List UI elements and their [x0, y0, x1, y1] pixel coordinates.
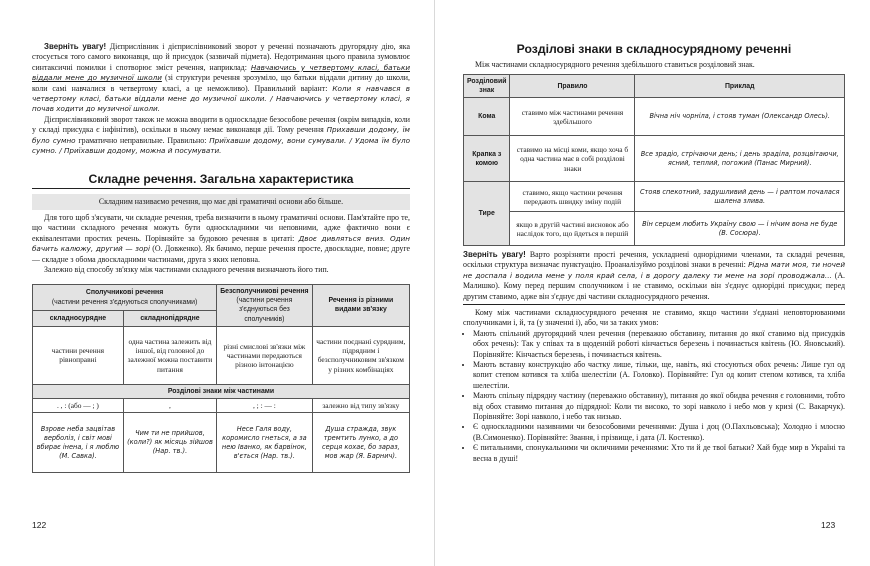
- right-subtitle-wrap: [463, 60, 845, 70]
- quote: Двоє дивляться вниз. Один бачить калюжу, другий — зорі: [32, 233, 410, 254]
- para-2: Залежно від способу зв'язку між частинами складного речення визначають його тип.: [44, 265, 329, 275]
- punctuation-table: [463, 74, 845, 246]
- th-compound: складносурядне: [33, 311, 124, 327]
- page-number-right: 123: [821, 520, 836, 530]
- section-rule: [32, 188, 410, 189]
- attention-label-right: Зверніть увагу!: [463, 250, 526, 259]
- sign-semicolon: Крапка з комою: [464, 136, 510, 182]
- right-page: [435, 0, 870, 566]
- attention-block-left: [32, 42, 410, 156]
- td-complex-desc: одна частина залежить від іншої, від головної до залежної можна поставити питання: [123, 326, 216, 384]
- rule-semicolon: ставимо на місці коми, якщо хоча б одна частина має в собі розділові знаки: [510, 136, 635, 182]
- example-comma: Вічна ніч чорніла, і стояв туман (Олександр Олесь).: [635, 98, 845, 136]
- para-1: Для того щоб з'ясувати, чи складне речення, треба визначити в ньому граматичні основи. Пам'ятайте про те, що частини складного речення можуть бути односкладними чи неповними, адже фактично вони є еквівалентами простих речень. Порівняйте за будовою речення в цитаті: Двоє дивляться вниз. Один бачить калюжу, другий — зорі (О. Довженко). Як бачимо, перше речення просте, двоскладне, повне; друге — складне з обома двоскладними частинами, друга з яких неповна.: [32, 213, 410, 264]
- attention-label: Зверніть увагу!: [44, 42, 107, 51]
- attention-example-right: Рідна мати моя, ти ночей не доспала і водила мене у поля край села, і в дорогу далеку ти мене на зорі проводжала...: [463, 260, 845, 280]
- attention-paragraph: Зверніть увагу! Дієприслівник і дієприслівниковий зворот у реченні позначають другорядну дію, яка стосується того самого виконавця, що й присудок (зазвичай підмета). Недотримання цього правила зумовлює синтаксичні помилки і спотворює зміст речення, наприклад: Навчаючись у четвертому класі, батьки віддали мене до музичної школи (зі структури речення зрозуміло, що батьки віддали дитину до школи, коли самі навчалися в четвертому класі, а це неможливо). Правильний варіант: Коли я навчався в четвертому класі, батьки віддали мене до музичної школи. / Навчаючись у четвертому класі, я почав ходити до музичної школи.: [32, 42, 411, 114]
- td-mixed-desc: частини поєднані сурядним, підрядним і безсполучниковим зв'язком у різних комбінаціях: [312, 326, 409, 384]
- note-block: [463, 308, 845, 464]
- right-subtitle: Між частинами складносурядного речення здебільшого ставиться розділовий знак.: [475, 60, 755, 69]
- right-title: Розділові знаки в складносурядному реченні: [516, 42, 792, 56]
- td-compound-desc: частини речення рівноправні: [33, 326, 124, 384]
- rule-comma: ставимо між частинами речення здебільшого: [510, 98, 635, 136]
- td-nonallied-desc: різні смислові зв'язки між частинами передаються різною інтонацією: [217, 326, 313, 384]
- list-item: • Мають спільний другорядний член речення (переважно обставину, питання до якої ставимо від присудків обох речень): Так у співах та в щоденній роботі кінчається березень і починається квітень (Ю. Яновський). Порівняйте: Кінчається березень, і починається квітень.: [473, 329, 845, 360]
- sign-dash: Тире: [464, 182, 510, 246]
- example-mixed: Душа стражда, звук тремтить лунко, а до серця кохає, бо зараз, мов жар (Я. Барнич).: [312, 413, 409, 473]
- example-dash-2: Він серцем любить Україну свою — і нічим вона не буде (В. Сосюра).: [635, 212, 845, 246]
- rule-dash-1: ставимо, якщо частини речення передають швидку зміну подій: [510, 182, 635, 212]
- punct-complex: ,: [123, 399, 216, 413]
- note-intro: Кому між частинами складносурядного речення не ставимо, якщо частини з'єднані неповторюваними сполучниками і, й, та (у значенні і), або, чи за таких умов:: [463, 308, 845, 328]
- right-rule: [463, 304, 845, 305]
- correct-example: Коли я навчався в четвертому класі, батьки віддали мене до музичної школи. / Навчаючись у четвертому класі, я почав ходити до музичної школи.: [32, 83, 410, 114]
- list-item: • Є питальними, спонукальними чи окличними реченнями: Хто ти й де твої батьки? Хай буде мир в Україні та весна в душі!: [473, 443, 845, 464]
- list-item: • Мають вставну конструкцію або частку лише, тільки, ще, навіть, які стосуються обох речень: Лише гул од копит степом котився та хліба шелестіли (А. Головко). Порівняйте: Гул од копит степом котився, та хліба шелестіли.: [473, 360, 845, 391]
- th-nonallied: Безсполучникові речення (частини речення з'єднуються без сполучників): [217, 285, 313, 327]
- th-complex: складнопідрядне: [123, 311, 216, 327]
- th-rule: Правило: [510, 75, 635, 98]
- attention-block-right: [463, 250, 845, 302]
- wrong-example: Навчаючись у четвертому класі, батьки віддали мене до музичної школи: [32, 62, 410, 83]
- attention-paragraph-2: Дієприслівниковий зворот також не можна вводити в односкладне безособове речення (окрім випадків, коли у складі присудка є інфінітив), оскільки в ньому немає виконавця дії. Тому речення Прихавши додому, їм було сумно граматично неправильне. Правильно: Приїхавши додому, вони сумували. / Удома їм було сумно. / Приїхавши додому, можна й посумувати.: [32, 114, 410, 156]
- example-dash-1: Стояв спекотний, задушливий день — і раптом почалася шалена злива.: [635, 182, 845, 212]
- conditions-list: [463, 329, 845, 464]
- example-semicolon: Все зрадіо, стрічаючи день; і день зраділа, розцвітаючи, ясний, теплий, погожий (Панас Мирний).: [635, 136, 845, 182]
- rule-dash-2: якщо в другій частині висновок або наслідок того, що йдеться в першій: [510, 212, 635, 246]
- definition-box: Складним називаємо речення, що має дві граматичні основи або більше.: [32, 194, 410, 210]
- section-title: Складне речення. Загальна характеристика: [88, 172, 354, 186]
- example-complex: Чим ти не прийшов, (коли?) як місяць зійшов (Нар. тв.).: [123, 413, 216, 473]
- punct-nonallied: , ; : — :: [217, 399, 313, 413]
- example-compound: Взрове неба зацвітав верболіз, і світ мові вбирає інена, і я люблю (М. Савка).: [33, 413, 124, 473]
- intro-text: [32, 213, 410, 275]
- sentence-types-table: [32, 284, 410, 473]
- page-number-left: 122: [32, 520, 47, 530]
- list-item: • Мають спільну підрядну частину (переважно обставину), питання до якої обидва речення є головними, тобто від обох ставимо питання до підрядної: Коли ти високо, то зорі навколо і небо мов у кризі (С. Вакарчук). Порівняйте: Зорі навколо, і небо так низько.: [473, 391, 845, 422]
- list-item: • Є односкладними називними чи безособовими реченнями: Душа і доц (О.Пахльовська); Холодно і млосно (В.Симоненко). Порівняйте: Звання, і прізвище, і дата (Л. Костенко).: [473, 422, 845, 443]
- th-allied: Сполучникові речення (частини речення з'єднуються сполучниками): [33, 285, 217, 311]
- th-sign: Розділовий знак: [464, 75, 510, 98]
- punct-title: Розділові знаки між частинами: [33, 384, 410, 398]
- th-mixed: Речення із різними видами зв'язку: [312, 285, 409, 327]
- attention-paragraph-right: Зверніть увагу! Варто розрізняти прості речення, ускладнені однорідними членами, та складні речення, оскільки структура визначає пунктуацію. Проаналізуймо розділові знаки в реченні: Рідна мати моя, ти ночей не доспала і водила мене у поля край села, і в дорогу далеку ти мене на зорі проводжала... (А. Малишко). Кому перед першим сполучником і не ставимо, оскільки він з'єднує однорідні присудки; перед другим ставимо, адже він з'єднує дві частини складносурядного речення.: [463, 250, 845, 301]
- punct-compound: . , : (або — ; ): [33, 399, 124, 413]
- punct-mixed: залежно від типу зв'язку: [312, 399, 409, 413]
- th-example: Приклад: [635, 75, 845, 98]
- sign-comma: Кома: [464, 98, 510, 136]
- example-nonallied: Несе Галя воду, коромисло гнеться, а за нею Іванко, як барвінок, в'ється (Нар. тв.).: [217, 413, 313, 473]
